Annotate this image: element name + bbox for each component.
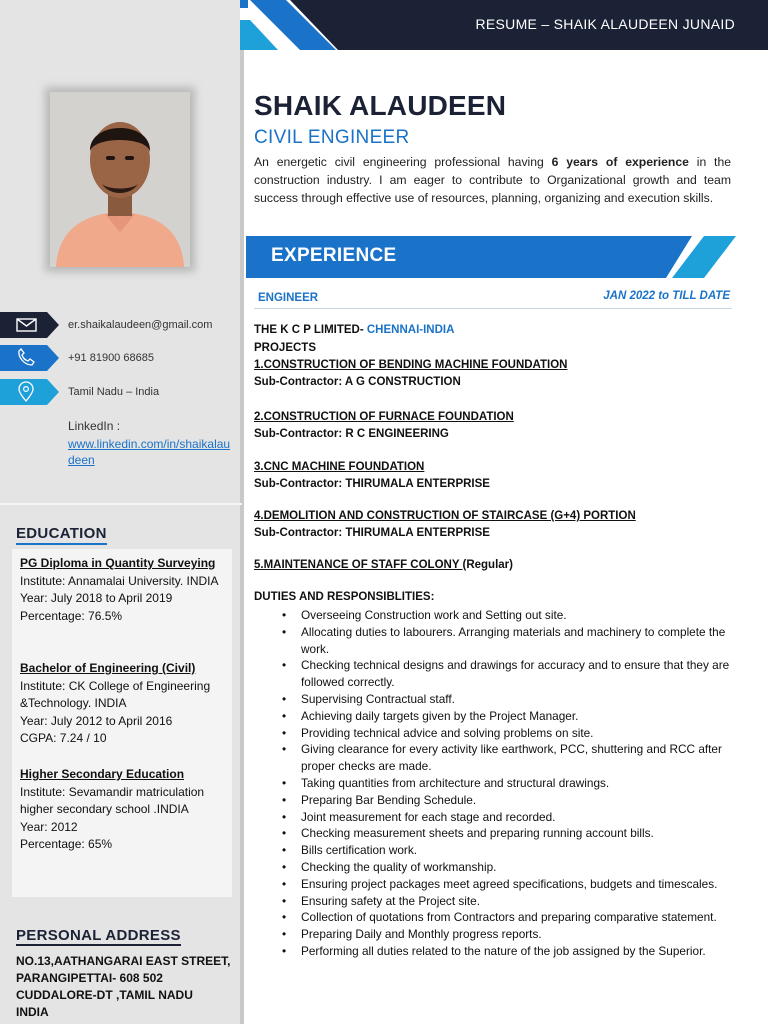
resume-header-title: RESUME – SHAIK ALAUDEEN JUNAID	[475, 16, 735, 32]
profile-photo	[50, 92, 190, 267]
job-title: ENGINEER	[258, 292, 319, 304]
education-year: Year: July 2012 to April 2016	[20, 713, 173, 728]
project-subcontractor: Sub-Contractor: A G CONSTRUCTION	[254, 376, 461, 388]
project-name: 3.CNC MACHINE FOUNDATION	[254, 461, 425, 473]
company-name	[254, 324, 454, 336]
list-item: • Supervising Contractual staff.	[282, 691, 732, 708]
sidebar-edge	[240, 0, 244, 1024]
list-item: • Allocating duties to labourers. Arranging materials and machinery to complete the work.	[282, 624, 732, 658]
list-item: • Taking quantities from architecture and structural drawings.	[282, 775, 732, 792]
linkedin-label: LinkedIn :	[68, 419, 121, 433]
education-score: CGPA: 7.24 / 10	[20, 731, 107, 745]
education-degree: PG Diploma in Quantity Surveying	[20, 556, 216, 570]
linkedin-link[interactable]: www.linkedin.com/in/shaikalaudeen	[68, 437, 231, 467]
education-score: Percentage: 65%	[20, 837, 113, 851]
project-item	[254, 559, 513, 571]
address-line: NO.13,AATHANGARAI EAST STREET,	[16, 954, 231, 968]
project-name: 2.CONSTRUCTION OF FURNACE FOUNDATION	[254, 411, 514, 423]
education-year: Year: 2012	[20, 819, 78, 834]
education-item	[20, 555, 230, 625]
list-item: • Joint measurement for each stage and recorded.	[282, 809, 732, 826]
education-year: Year: July 2018 to April 2019	[20, 591, 173, 605]
contact-phone[interactable]: +91 81900 68685	[68, 352, 154, 364]
list-item: • Preparing Bar Bending Schedule.	[282, 792, 732, 809]
experience-heading: EXPERIENCE	[271, 245, 397, 266]
list-item: • Checking technical designs and drawings for accuracy and to ensure that they are followed correctly.	[282, 657, 732, 691]
list-item: • Bills certification work.	[282, 842, 732, 859]
project-name: 1.CONSTRUCTION OF BENDING MACHINE FOUNDATION	[254, 359, 568, 371]
list-item: • Ensuring safety at the Project site.	[282, 893, 732, 910]
header-bar	[240, 0, 768, 50]
job-date: JAN 2022 to TILL DATE	[603, 290, 730, 302]
education-degree: Bachelor of Engineering (Civil)	[20, 661, 196, 675]
address-line: PARANGIPETTAI- 608 502	[16, 971, 163, 985]
job-divider	[254, 308, 732, 309]
education-institute: Institute: Sevamandir matriculation higher secondary school .INDIA	[20, 784, 205, 816]
summary-text: An energetic civil engineering professional having	[254, 155, 552, 169]
projects-label: PROJECTS	[254, 342, 316, 354]
duties-list	[282, 607, 732, 960]
education-degree: Higher Secondary Education	[20, 767, 185, 781]
duties-label: DUTIES AND RESPONSIBLITIES:	[254, 591, 435, 603]
candidate-role: CIVIL ENGINEER	[254, 127, 410, 148]
project-note: (Regular)	[462, 559, 513, 571]
education-institute: Institute: Annamalai University. INDIA	[20, 573, 219, 588]
company-city: CHENNAI-INDIA	[366, 324, 455, 336]
project-subcontractor: Sub-Contractor: R C ENGINEERING	[254, 428, 449, 440]
list-item: • Providing technical advice and solving problems on site.	[282, 725, 732, 742]
education-heading: EDUCATION	[16, 525, 107, 545]
profile-summary	[254, 153, 731, 207]
email-icon	[0, 312, 60, 338]
address-heading: PERSONAL ADDRESS	[16, 927, 181, 944]
education-score: Percentage: 76.5%	[20, 608, 123, 623]
list-item: • Performing all duties related to the nature of the job assigned by the Superior.	[282, 943, 732, 960]
list-item: • Preparing Daily and Monthly progress reports.	[282, 926, 732, 943]
address-line: INDIA	[16, 1005, 49, 1019]
project-name: 4.DEMOLITION AND CONSTRUCTION OF STAIRCASE (G+4) PORTION	[254, 510, 636, 522]
list-item: • Checking measurement sheets and preparing running account bills.	[282, 825, 732, 842]
contact-location: Tamil Nadu – India	[68, 386, 160, 398]
project-subcontractor: Sub-Contractor: THIRUMALA ENTERPRISE	[254, 478, 490, 490]
list-item: • Giving clearance for every activity like earthwork, PCC, shuttering and RCC after proper checks are made.	[282, 741, 732, 775]
list-item: • Overseeing Construction work and Setting out site.	[282, 607, 732, 624]
list-item: • Checking the quality of workmanship.	[282, 859, 732, 876]
phone-icon	[0, 345, 60, 371]
education-item	[20, 766, 230, 854]
education-institute: Institute: CK College of Engineering &Technology. INDIA	[20, 678, 211, 710]
address-line: CUDDALORE-DT ,TAMIL NADU	[16, 988, 193, 1002]
contact-email[interactable]: er.shaikalaudeen@gmail.com	[68, 319, 213, 331]
education-item	[20, 660, 230, 748]
list-item: • Collection of quotations from Contractors and preparing comparative statement.	[282, 909, 732, 926]
list-item: • Achieving daily targets given by the Project Manager.	[282, 708, 732, 725]
project-subcontractor: Sub-Contractor: THIRUMALA ENTERPRISE	[254, 527, 490, 539]
company-label: THE K C P LIMITED-	[254, 324, 367, 336]
portrait-image	[50, 92, 190, 267]
project-name: 5.MAINTENANCE OF STAFF COLONY	[254, 559, 463, 571]
candidate-name: SHAIK ALAUDEEN	[254, 90, 507, 121]
sidebar-divider	[0, 503, 242, 505]
summary-text: in the construction industry. I am eager to contribute to Organizational growth and team success through effective use of resources, planning, organizing and execution skills.	[254, 155, 731, 205]
summary-highlight: 6 years of experience	[551, 155, 689, 169]
location-pin-icon	[0, 379, 60, 405]
list-item: • Ensuring project packages meet agreed specifications, budgets and timescales.	[282, 876, 732, 893]
